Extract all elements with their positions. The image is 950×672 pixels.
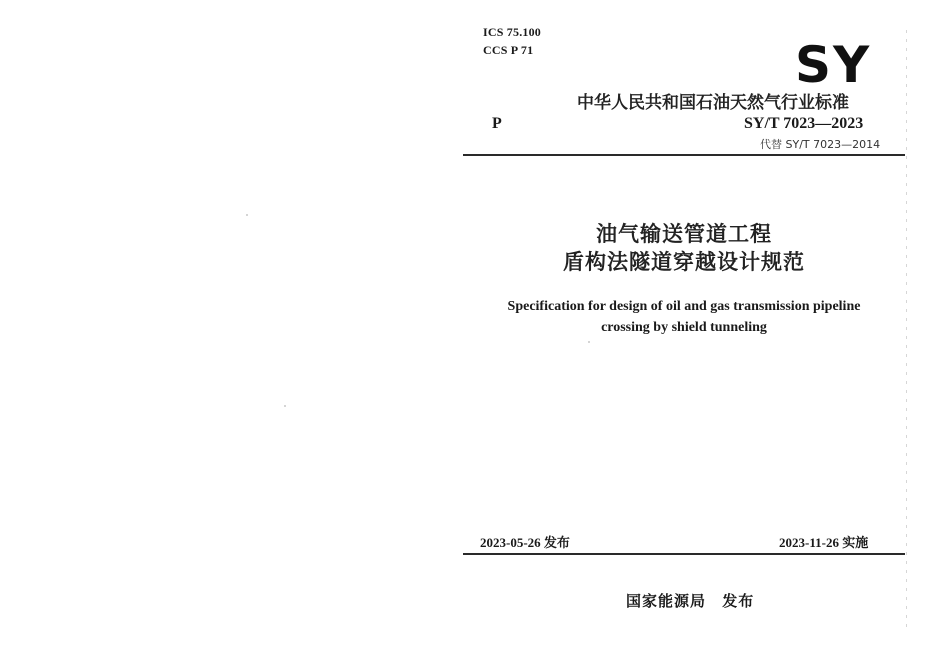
scan-speck [284,405,286,407]
effective-date-block [779,532,868,551]
issuer-name: 国家能源局 [626,592,707,610]
scan-speck [246,214,248,216]
issuer-label: 发布 [722,592,755,610]
ccs-code: CCS P 71 [483,43,534,57]
issuing-organization: 中华人民共和国石油天然气行业标准 [577,93,849,113]
title-cn-line2: 盾构法隧道穿越设计规范 [563,250,805,274]
replaces-standard: 代替 SY/T 7023—2014 [760,138,881,151]
page-edge-scan-artifact [906,30,907,630]
title-en-line1: Specification for design of oil and gas transmission pipeline [507,299,861,314]
title-en-line2: crossing by shield tunneling [601,320,767,335]
standard-number: SY/T 7023—2023 [744,115,864,132]
issuer-block [626,590,754,611]
scan-speck [588,341,590,343]
footer-divider [463,553,905,555]
category-letter: P [492,115,502,132]
effective-label: 实施 [842,536,869,551]
sy-logo: SY [795,36,872,94]
issue-label: 发布 [543,536,570,551]
effective-date: 2023-11-26 [779,535,839,550]
issue-date: 2023-05-26 [480,535,541,550]
ics-code: ICS 75.100 [483,25,542,39]
title-cn-line1: 油气输送管道工程 [596,222,772,246]
header-divider [463,154,905,156]
issue-date-block [480,532,570,551]
